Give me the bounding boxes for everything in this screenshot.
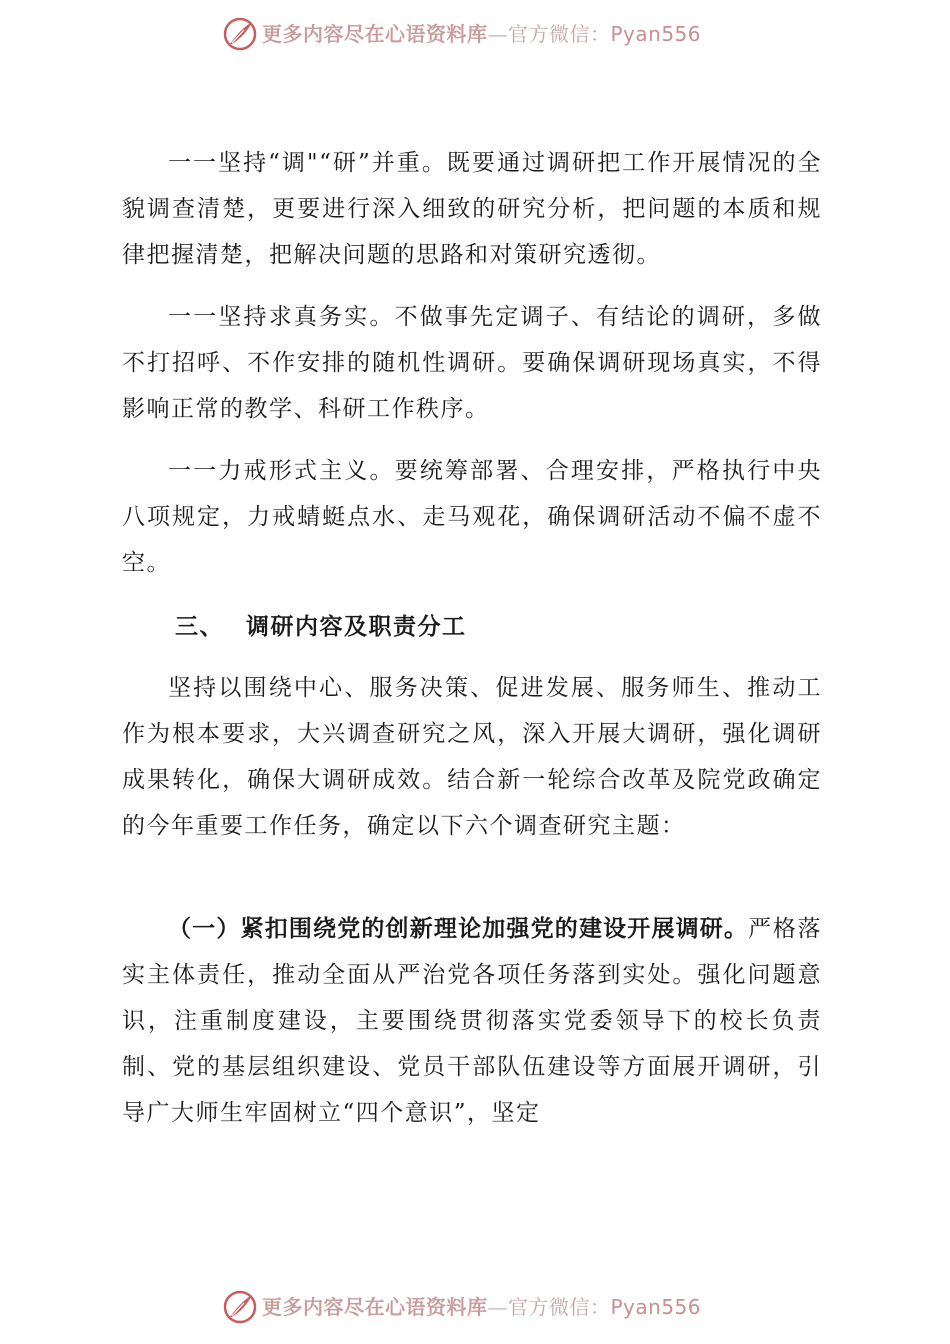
- watermark-main: 更多内容尽在心语资料库: [262, 22, 488, 46]
- paragraph-anti-formalism: [122, 448, 822, 586]
- paragraph-truth-seeking: [122, 294, 822, 432]
- quill-pen-logo-icon: [222, 1289, 258, 1325]
- quill-pen-logo-icon: [222, 16, 258, 52]
- watermark-wechat-label: 官方微信：: [508, 1295, 611, 1319]
- topic-1-heading: （一）紧扣围绕党的创新理论加强党的建设开展调研。: [168, 916, 749, 942]
- watermark-wechat-id: Pyan556: [610, 1295, 702, 1319]
- section-heading: [175, 604, 467, 650]
- paragraph-text: 一一力戒形式主义。要统筹部署、合理安排，严格执行中央八项规定，力戒蜻蜓点水、走马观花，确保调研活动不偏不虚不空。: [122, 458, 822, 576]
- watermark-separator: —: [487, 1295, 508, 1319]
- paragraph-text: [122, 906, 822, 1136]
- watermark-separator: —: [487, 22, 508, 46]
- paragraph-investigation-research: [122, 140, 822, 278]
- watermark-text: [262, 1295, 701, 1319]
- section-title: 调研内容及职责分工: [246, 614, 467, 640]
- paragraph-section-intro: [122, 665, 822, 849]
- topic-1-body: 严格落实主体责任，推动全面从严治党各项任务落到实处。强化问题意识，注重制度建设，主要围绕贯彻落实党委领导下的校长负责制、党的基层组织建设、党员干部队伍建设等方面展开调研，引导广大师生牢固树立“四个意识”，坚定: [122, 916, 823, 1126]
- watermark-header: [0, 16, 950, 56]
- paragraph-text: 坚持以围绕中心、服务决策、促进发展、服务师生、推动工作为根本要求，大兴调查研究之风，深入开展大调研，强化调研成果转化，确保大调研成效。结合新一轮综合改革及院党政确定的今年重要工作任务，确定以下六个调查研究主题：: [122, 675, 822, 839]
- watermark-wechat-id: Pyan556: [610, 22, 702, 46]
- watermark-footer: [0, 1289, 950, 1329]
- paragraph-text: 一一坚持求真务实。不做事先定调子、有结论的调研，多做不打招呼、不作安排的随机性调研。要确保调研现场真实，不得影响正常的教学、科研工作秩序。: [122, 304, 822, 422]
- watermark-main: 更多内容尽在心语资料库: [262, 1295, 488, 1319]
- watermark-text: [262, 22, 701, 46]
- watermark-wechat-label: 官方微信：: [508, 22, 611, 46]
- section-number: 三、: [175, 614, 224, 640]
- paragraph-text: 一一坚持“调"“研”并重。既要通过调研把工作开展情况的全貌调查清楚，更要进行深入细致的研究分析，把问题的本质和规律把握清楚，把解决问题的思路和对策研究透彻。: [122, 150, 822, 268]
- paragraph-topic-1: [122, 906, 822, 1136]
